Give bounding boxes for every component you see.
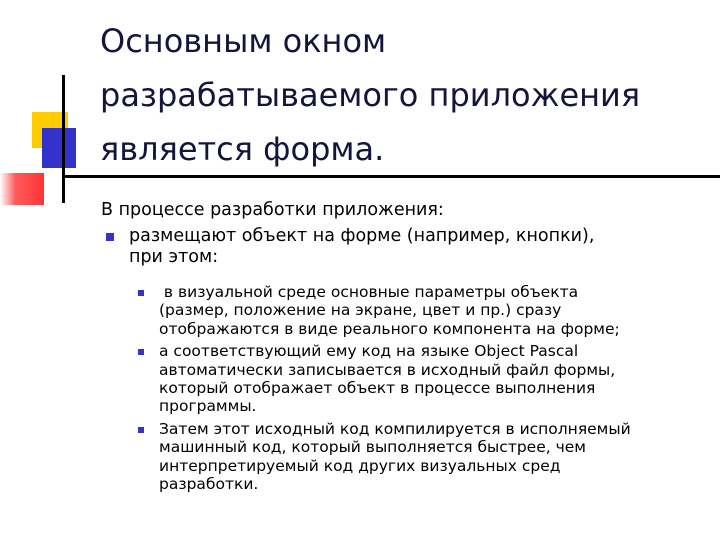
sub-list <box>101 283 711 493</box>
sub-list-item <box>101 283 711 338</box>
text-line: в визуальной среде основные параметры объекта <box>159 283 579 301</box>
text-line: который отображает объект в процессе выполнения <box>159 379 596 398</box>
text-line: размещают объект на форме (например, кнопки), <box>129 226 595 246</box>
vertical-rule <box>62 75 65 203</box>
text-line: Затем этот исходный код компилируется в исполняемый <box>159 419 631 438</box>
text-line: (размер, положение на экране, цвет и пр.) сразу <box>159 301 562 320</box>
square-bullet-icon <box>138 349 144 355</box>
title-line: является форма. <box>100 130 385 168</box>
slide-title <box>100 14 710 176</box>
title-line: разрабатываемого приложения <box>100 76 641 114</box>
title-line: Основным окном <box>100 22 387 60</box>
text-line: машинный код, который выполняется быстрее, чем <box>159 438 586 457</box>
sub-list-item <box>101 342 711 416</box>
text-line: при этом: <box>129 247 219 267</box>
sub-list-item-text <box>159 283 711 338</box>
list-item <box>101 226 711 268</box>
square-bullet-icon <box>106 233 114 241</box>
square-bullet-icon <box>138 290 144 296</box>
text-line: автоматически записывается в исходный файл формы, <box>159 360 616 379</box>
text-line: а соответствующий ему код на языке Object Pascal <box>159 342 579 361</box>
sub-list-item-text <box>159 342 711 416</box>
red-accent-square <box>0 173 44 205</box>
text-line: программы. <box>159 397 257 416</box>
slide-body <box>101 198 711 497</box>
text-line: отображаются в виде реального компонента на форме; <box>159 319 620 338</box>
text-line: разработки. <box>159 475 259 494</box>
text-line: интерпретируемый код других визуальных сред <box>159 456 561 475</box>
sub-list-item <box>101 420 711 494</box>
blue-accent-square <box>42 128 76 168</box>
sub-list-item-text <box>159 420 711 494</box>
list-item-text <box>129 226 711 268</box>
square-bullet-icon <box>138 427 144 433</box>
intro-text: В процессе разработки приложения: <box>101 200 444 220</box>
